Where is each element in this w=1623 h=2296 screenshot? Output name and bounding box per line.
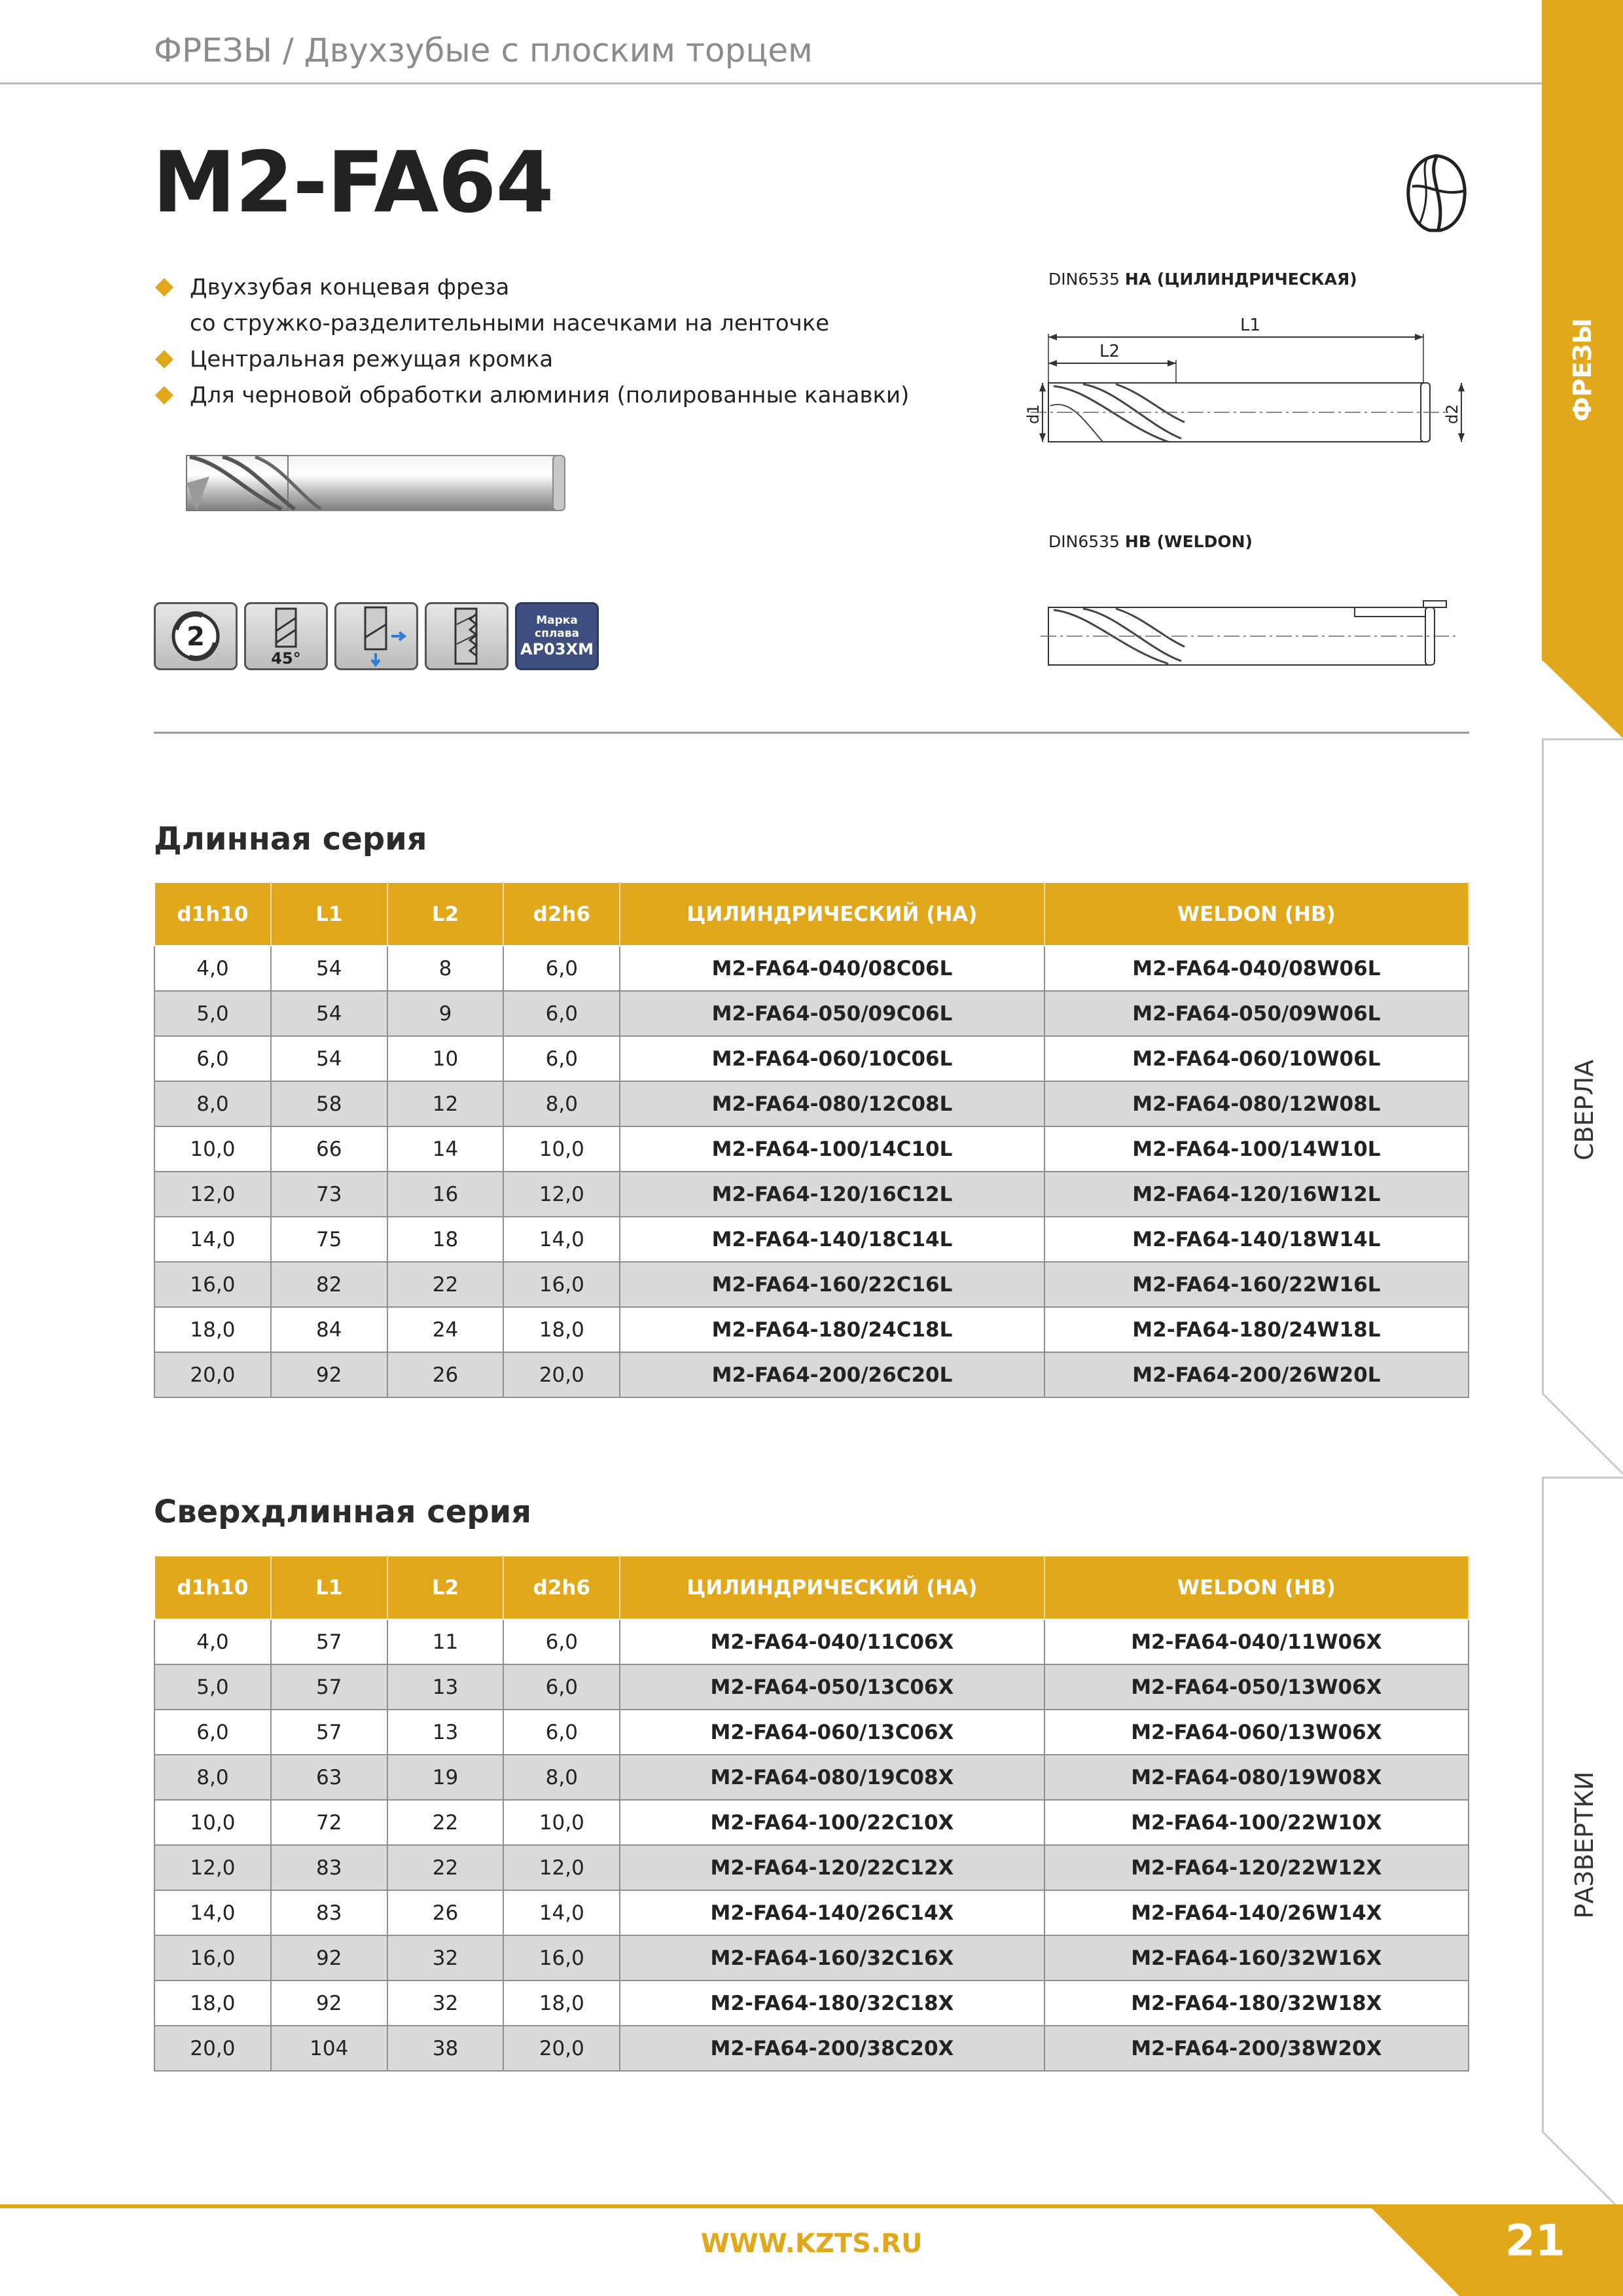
table-cell: 92 (271, 1352, 387, 1397)
table-cell: 10,0 (503, 1126, 620, 1172)
table-cell: 6,0 (154, 1710, 271, 1755)
tab-corner (1542, 2131, 1623, 2204)
table-cell: 8,0 (503, 1081, 620, 1126)
drawing-weldon-shank (1041, 596, 1459, 674)
table-cell: 54 (271, 1036, 387, 1081)
table-cell: 16,0 (154, 1935, 271, 1981)
table-cell: M2-FA64-060/13W06X (1044, 1710, 1469, 1755)
table-cell: 16,0 (503, 1262, 620, 1307)
table-cell: 18,0 (154, 1307, 271, 1352)
column-header: d2h6 (503, 1556, 620, 1619)
table-cell: M2-FA64-120/16W12L (1044, 1172, 1469, 1217)
side-tab-reamers[interactable] (1542, 1477, 1623, 2133)
table-row (154, 1262, 1469, 1307)
column-header: WELDON (HB) (1044, 1556, 1469, 1619)
table-header-row (154, 882, 1469, 946)
table-cell: 18,0 (154, 1981, 271, 2026)
table-cell: 14,0 (154, 1890, 271, 1935)
table-row (154, 1172, 1469, 1217)
flutes-2-icon (154, 602, 238, 670)
table-cell: 84 (271, 1307, 387, 1352)
table-cell: 83 (271, 1890, 387, 1935)
side-tab-drills[interactable] (1542, 738, 1623, 1395)
page-number: 21 (1505, 2215, 1565, 2266)
table-cell: 8,0 (503, 1755, 620, 1800)
table-cell: M2-FA64-050/13W06X (1044, 1664, 1469, 1710)
table-cell: 6,0 (503, 1710, 620, 1755)
table-row (154, 1845, 1469, 1890)
table-cell: M2-FA64-050/09C06L (620, 991, 1044, 1036)
diamond-bullet-icon (155, 386, 173, 404)
table-cell: M2-FA64-140/26C14X (620, 1890, 1044, 1935)
flute-count-icon (169, 610, 222, 662)
svg-text:45°: 45° (271, 649, 301, 668)
table-cell: 20,0 (503, 2026, 620, 2071)
side-tab-label: СВЕРЛА (1570, 1059, 1599, 1161)
column-header: L2 (387, 882, 504, 946)
header-divider (0, 82, 1542, 84)
table-cell: 6,0 (503, 991, 620, 1036)
feature-item: со стружко-разделительными насечками на ленточке (190, 310, 830, 336)
table-cell: 12,0 (503, 1172, 620, 1217)
table-cell: M2-FA64-100/14W10L (1044, 1126, 1469, 1172)
column-header: d2h6 (503, 882, 620, 946)
table-cell: 14,0 (154, 1217, 271, 1262)
extra-long-series-title: Сверхдлинная серия (154, 1494, 532, 1530)
table-cell: 75 (271, 1217, 387, 1262)
table-cell: M2-FA64-040/11C06X (620, 1619, 1044, 1664)
table-cell: M2-FA64-120/22C12X (620, 1845, 1044, 1890)
table-row (154, 1935, 1469, 1981)
table-cell: 73 (271, 1172, 387, 1217)
side-tab-label: РАЗВЕРТКИ (1570, 1771, 1599, 1919)
table-cell: 18 (387, 1217, 504, 1262)
table-cell: 58 (271, 1081, 387, 1126)
table-cell: M2-FA64-080/19W08X (1044, 1755, 1469, 1800)
table-cell: 20,0 (154, 1352, 271, 1397)
table-cell: 92 (271, 1981, 387, 2026)
svg-text:L1: L1 (1240, 315, 1261, 335)
plunge-feed-icon (340, 605, 412, 668)
table-row (154, 1307, 1469, 1352)
table-cell: 82 (271, 1262, 387, 1307)
table-cell: M2-FA64-160/32C16X (620, 1935, 1044, 1981)
breadcrumb: ФРЕЗЫ / Двухзубые с плоским торцем (154, 31, 813, 69)
table-cell: 13 (387, 1710, 504, 1755)
table-cell: 6,0 (503, 946, 620, 991)
column-header: L1 (271, 1556, 387, 1619)
svg-text:2: 2 (187, 622, 205, 652)
table-cell: 19 (387, 1755, 504, 1800)
table-cell: M2-FA64-140/18C14L (620, 1217, 1044, 1262)
table-cell: 38 (387, 2026, 504, 2071)
table-cell: 12,0 (503, 1845, 620, 1890)
table-cell: 9 (387, 991, 504, 1036)
table-cell: M2-FA64-120/22W12X (1044, 1845, 1469, 1890)
column-header: WELDON (HB) (1044, 882, 1469, 946)
helix-45-icon (244, 602, 328, 670)
drawing-cylindrical-shank (991, 308, 1482, 458)
section-divider (154, 732, 1469, 734)
table-cell: M2-FA64-140/18W14L (1044, 1217, 1469, 1262)
table-cell: 24 (387, 1307, 504, 1352)
center-cutting-icon (334, 602, 418, 670)
table-row (154, 991, 1469, 1036)
table-row (154, 1081, 1469, 1126)
table-cell: 22 (387, 1800, 504, 1845)
diamond-bullet-icon (155, 278, 173, 296)
table-cell: 104 (271, 2026, 387, 2071)
table-cell: 13 (387, 1664, 504, 1710)
table-cell: 83 (271, 1845, 387, 1890)
long-series-table (154, 882, 1469, 1398)
table-cell: 18,0 (503, 1307, 620, 1352)
table-row (154, 1755, 1469, 1800)
extra-long-series-table (154, 1555, 1469, 2072)
table-row (154, 1126, 1469, 1172)
table-cell: 10,0 (503, 1800, 620, 1845)
table-cell: 32 (387, 1981, 504, 2026)
table-cell: 72 (271, 1800, 387, 1845)
table-cell: 18,0 (503, 1981, 620, 2026)
table-row (154, 1710, 1469, 1755)
column-header: d1h10 (154, 1556, 271, 1619)
table-cell: 66 (271, 1126, 387, 1172)
table-cell: 32 (387, 1935, 504, 1981)
table-cell: 6,0 (154, 1036, 271, 1081)
side-tab-mills[interactable] (1542, 0, 1623, 661)
table-cell: 57 (271, 1664, 387, 1710)
table-cell: 11 (387, 1619, 504, 1664)
table-row (154, 1619, 1469, 1664)
long-series-title: Длинная серия (154, 821, 427, 857)
table-cell: M2-FA64-180/24C18L (620, 1307, 1044, 1352)
table-cell: 8,0 (154, 1755, 271, 1800)
table-cell: 12 (387, 1081, 504, 1126)
table-cell: M2-FA64-200/38C20X (620, 2026, 1044, 2071)
table-cell: 20,0 (503, 1352, 620, 1397)
side-tab-label: ФРЕЗЫ (1568, 318, 1597, 422)
table-cell: 20,0 (154, 2026, 271, 2071)
drawing-ha-label: DIN6535 HA (ЦИЛИНДРИЧЕСКАЯ) (1048, 270, 1357, 289)
table-cell: 5,0 (154, 991, 271, 1036)
footer-url[interactable]: WWW.KZTS.RU (700, 2229, 923, 2259)
tab-corner (1542, 660, 1623, 738)
table-cell: 26 (387, 1352, 504, 1397)
table-cell: 10,0 (154, 1800, 271, 1845)
table-cell: 54 (271, 991, 387, 1036)
table-cell: M2-FA64-180/24W18L (1044, 1307, 1469, 1352)
table-cell: M2-FA64-040/11W06X (1044, 1619, 1469, 1664)
table-row (154, 2026, 1469, 2071)
table-cell: 5,0 (154, 1664, 271, 1710)
end-mill-photo (183, 450, 569, 516)
drawing-hb-label: DIN6535 HB (WELDON) (1048, 532, 1253, 551)
tab-corner (1542, 1393, 1623, 1478)
table-cell: 6,0 (503, 1664, 620, 1710)
table-row (154, 1036, 1469, 1081)
table-cell: M2-FA64-060/10C06L (620, 1036, 1044, 1081)
alloy-grade-badge: Марка сплава AP03XM (515, 602, 599, 670)
table-cell: M2-FA64-040/08W06L (1044, 946, 1469, 991)
table-cell: 14,0 (503, 1890, 620, 1935)
table-cell: M2-FA64-160/22W16L (1044, 1262, 1469, 1307)
ball-end-mill-icon (1400, 151, 1472, 236)
table-cell: 16,0 (154, 1262, 271, 1307)
table-cell: M2-FA64-100/22W10X (1044, 1800, 1469, 1845)
column-header: d1h10 (154, 882, 271, 946)
table-cell: 22 (387, 1845, 504, 1890)
table-cell: 92 (271, 1935, 387, 1981)
table-cell: 16,0 (503, 1935, 620, 1981)
diamond-bullet-icon (155, 350, 173, 368)
table-row (154, 1664, 1469, 1710)
table-cell: M2-FA64-040/08C06L (620, 946, 1044, 991)
serrated-flute-icon (431, 605, 503, 668)
table-cell: 6,0 (503, 1036, 620, 1081)
table-cell: 10 (387, 1036, 504, 1081)
table-cell: 14,0 (503, 1217, 620, 1262)
table-cell: 14 (387, 1126, 504, 1172)
table-cell: M2-FA64-080/12W08L (1044, 1081, 1469, 1126)
feature-list (154, 270, 909, 414)
table-row (154, 1800, 1469, 1845)
table-cell: M2-FA64-160/32W16X (1044, 1935, 1469, 1981)
table-cell: M2-FA64-200/26W20L (1044, 1352, 1469, 1397)
table-cell: 54 (271, 946, 387, 991)
table-cell: M2-FA64-060/10W06L (1044, 1036, 1469, 1081)
table-cell: M2-FA64-100/14C10L (620, 1126, 1044, 1172)
table-cell: 10,0 (154, 1126, 271, 1172)
column-header: ЦИЛИНДРИЧЕСКИЙ (HA) (620, 1556, 1044, 1619)
table-cell: M2-FA64-160/22C16L (620, 1262, 1044, 1307)
table-cell: M2-FA64-180/32C18X (620, 1981, 1044, 2026)
table-cell: M2-FA64-100/22C10X (620, 1800, 1044, 1845)
property-icons (154, 602, 599, 670)
table-cell: 16 (387, 1172, 504, 1217)
table-cell: 4,0 (154, 946, 271, 991)
table-cell: 26 (387, 1890, 504, 1935)
table-cell: 63 (271, 1755, 387, 1800)
helix-angle-icon (250, 605, 322, 668)
svg-text:L2: L2 (1099, 342, 1120, 361)
table-cell: M2-FA64-050/09W06L (1044, 991, 1469, 1036)
table-cell: M2-FA64-200/38W20X (1044, 2026, 1469, 2071)
table-cell: 6,0 (503, 1619, 620, 1664)
table-row (154, 1890, 1469, 1935)
table-cell: M2-FA64-050/13C06X (620, 1664, 1044, 1710)
page-title: M2-FA64 (152, 134, 554, 232)
feature-item: Двухзубая концевая фреза (154, 270, 909, 306)
table-row (154, 1352, 1469, 1397)
table-header-row (154, 1556, 1469, 1619)
feature-item: Для черновой обработки алюминия (полированные канавки) (154, 378, 909, 414)
table-cell: M2-FA64-140/26W14X (1044, 1890, 1469, 1935)
column-header: L2 (387, 1556, 504, 1619)
table-cell: M2-FA64-120/16C12L (620, 1172, 1044, 1217)
table-cell: 4,0 (154, 1619, 271, 1664)
table-row (154, 946, 1469, 991)
table-cell: M2-FA64-080/19C08X (620, 1755, 1044, 1800)
column-header: L1 (271, 882, 387, 946)
table-cell: M2-FA64-180/32W18X (1044, 1981, 1469, 2026)
table-cell: M2-FA64-080/12C08L (620, 1081, 1044, 1126)
table-row (154, 1981, 1469, 2026)
table-row (154, 1217, 1469, 1262)
table-cell: 12,0 (154, 1845, 271, 1890)
table-cell: 8,0 (154, 1081, 271, 1126)
table-cell: 57 (271, 1619, 387, 1664)
chip-breaker-icon (425, 602, 508, 670)
feature-item: Центральная режущая кромка (154, 342, 909, 378)
column-header: ЦИЛИНДРИЧЕСКИЙ (HA) (620, 882, 1044, 946)
table-cell: 12,0 (154, 1172, 271, 1217)
svg-text:d1: d1 (1024, 404, 1043, 424)
table-cell: 22 (387, 1262, 504, 1307)
table-cell: M2-FA64-200/26C20L (620, 1352, 1044, 1397)
table-cell: 57 (271, 1710, 387, 1755)
svg-text:d2: d2 (1443, 404, 1461, 424)
table-cell: M2-FA64-060/13C06X (620, 1710, 1044, 1755)
table-cell: 8 (387, 946, 504, 991)
